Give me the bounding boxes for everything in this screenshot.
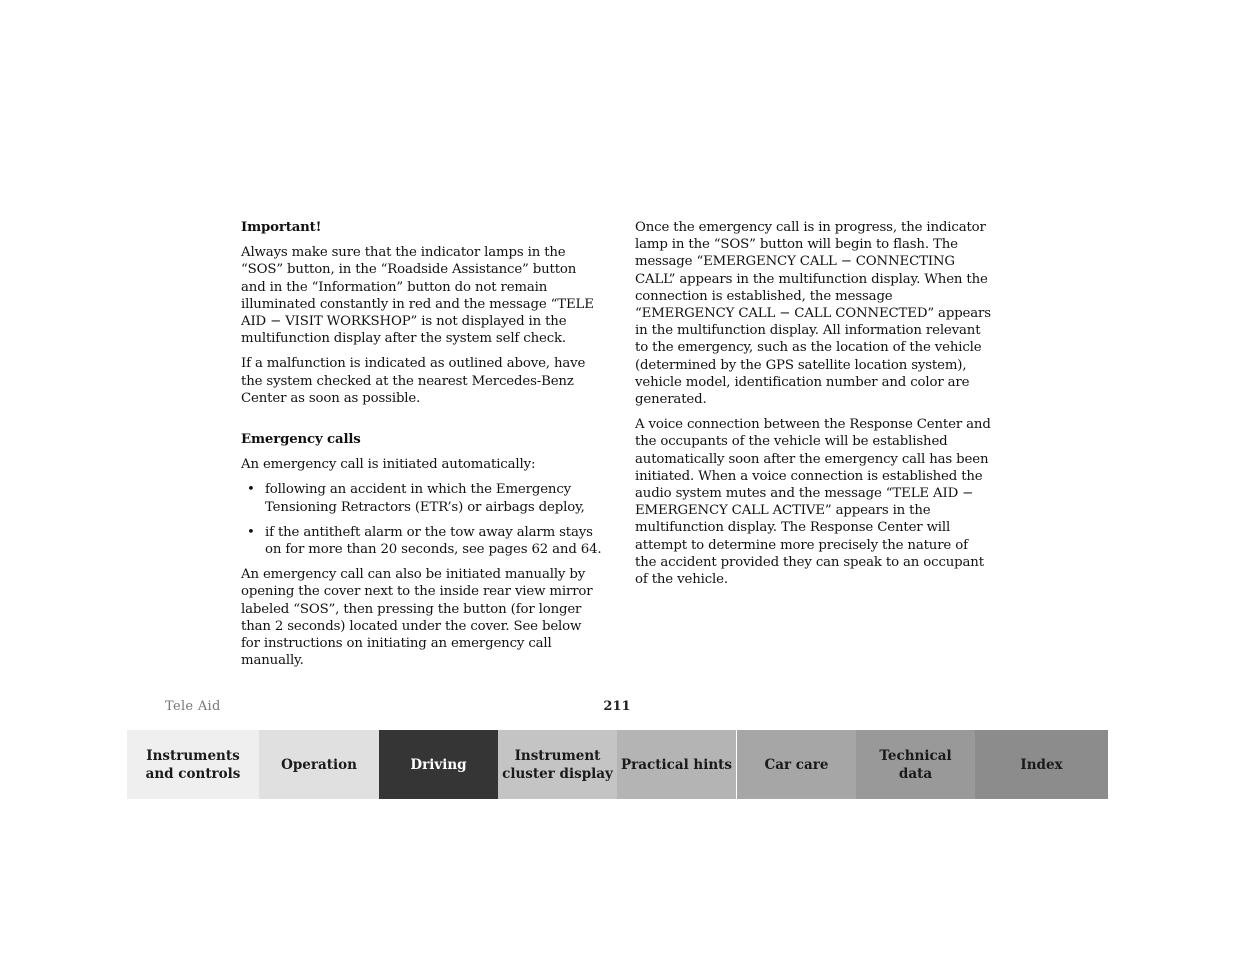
tab-car-care[interactable] bbox=[737, 730, 856, 799]
page-number: 211 bbox=[603, 699, 631, 714]
important-heading: Important! bbox=[241, 220, 322, 235]
tab-label: Car care bbox=[764, 756, 829, 773]
list-item bbox=[241, 524, 603, 558]
tab-label: Practical hints bbox=[621, 756, 732, 773]
tab-label: Technical data bbox=[879, 747, 952, 782]
tab-label: Operation bbox=[281, 756, 357, 773]
emergency-intro: An emergency call is initiated automatically: bbox=[241, 457, 536, 473]
tab-label: Instruments and controls bbox=[145, 747, 241, 782]
list-item-text: following an accident in which the Emergency Tensioning Retractors (ETR’s) or airbags deploy, bbox=[265, 482, 585, 515]
section-title: Tele Aid bbox=[165, 699, 221, 714]
tab-label: Index bbox=[1020, 756, 1063, 773]
voice-connection-paragraph: A voice connection between the Response Center and the occupants of the vehicle will be established automatically soon after the emergency call has been initiated. When a voice connection is established the audio system mutes and the message “TELE AID − EMERGENCY CALL ACTIVE” appears in the multifunction display. The Response Center will attempt to determine more precisely the nature of the accident provided they can speak to an occupant of the vehicle. bbox=[635, 417, 991, 588]
important-paragraph-2: If a malfunction is indicated as outlined above, have the system checked at the nearest Mercedes-Benz Center as soon as possible. bbox=[241, 356, 586, 406]
important-paragraph-1: Always make sure that the indicator lamps in the “SOS” button, in the “Roadside Assistance” button and in the “Information” button do not remain illuminated constantly in red and the message “TELE AID − VISIT WORKSHOP” is not displayed in the multifunction display after the system self check. bbox=[241, 245, 594, 347]
tab-instrument-cluster-display[interactable] bbox=[498, 730, 617, 799]
bullet-glyph: • bbox=[247, 524, 255, 540]
manual-call-paragraph: An emergency call can also be initiated manually by opening the cover next to the inside rear view mirror labeled “SOS”, then pressing the button (for longer than 2 seconds) located under the cover. See below for instructions on initiating an emergency call manually. bbox=[241, 567, 593, 669]
tab-label: Instrument cluster display bbox=[502, 747, 613, 782]
tab-driving[interactable] bbox=[379, 730, 498, 799]
tab-operation[interactable] bbox=[259, 730, 379, 799]
emergency-calls-heading: Emergency calls bbox=[241, 432, 361, 448]
tab-practical-hints[interactable] bbox=[617, 730, 737, 799]
list-item bbox=[241, 481, 603, 515]
tab-instruments-and-controls[interactable] bbox=[127, 730, 259, 799]
emergency-trigger-list bbox=[241, 481, 603, 558]
tab-label: Driving bbox=[410, 756, 467, 773]
list-item-text: if the antitheft alarm or the tow away alarm stays on for more than 20 seconds, see pages 62 and 64. bbox=[265, 524, 602, 558]
left-column bbox=[241, 219, 603, 677]
tab-index[interactable] bbox=[975, 730, 1108, 799]
tab-technical-data[interactable] bbox=[856, 730, 975, 799]
bullet-glyph: • bbox=[247, 482, 255, 498]
chapter-tabs bbox=[127, 730, 1108, 799]
call-progress-paragraph: Once the emergency call is in progress, the indicator lamp in the “SOS” button will begin to flash. The message “EMERGENCY CALL − CONNECTING CALL” appears in the multifunction display. When the connection is established, the message “EMERGENCY CALL − CALL CONNECTED” appears in the multifunction display. All information relevant to the emergency, such as the location of the vehicle (determined by the GPS satellite location system), vehicle model, identification number and color are generated. bbox=[635, 220, 991, 408]
right-column bbox=[635, 219, 993, 596]
